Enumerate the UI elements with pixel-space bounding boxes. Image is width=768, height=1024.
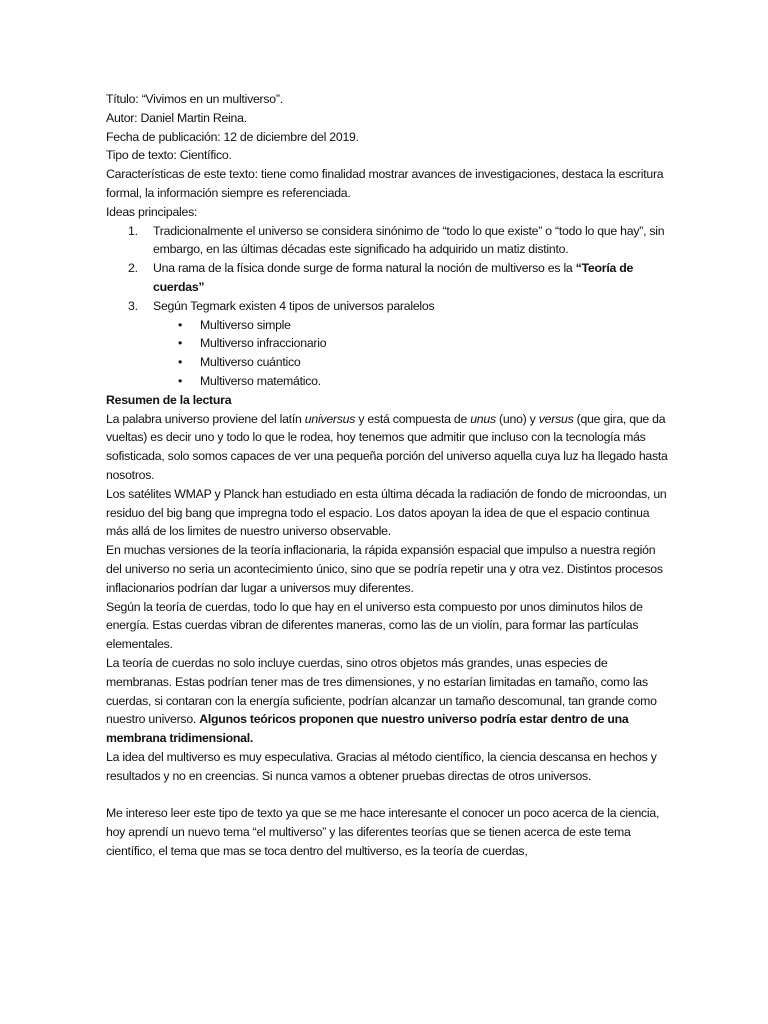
multiverse-types-list (153, 316, 668, 391)
multiverse-type-label: Multiverso simple (200, 317, 291, 332)
summary-paragraph: La idea del multiverso es muy especulativa. Gracias al método científico, la ciencia descansa en hechos y resultados y no en creencias. Si nunca vamos a obtener pruebas directas de otros universos. (106, 749, 657, 783)
characteristics-paragraph: Características de este texto: tiene como finalidad mostrar avances de investigaciones, destaca la escritura formal, la información siempre es referenciada. (106, 167, 664, 200)
summary-paragraph: En muchas versiones de la teoría inflacionaria, la rápida expansión espacial que impulso a nuestra región del universo no seria un acontecimiento único, sino que se podría repetir una y otra vez. Distintos procesos inflacionarios podrían dar lugar a universos muy diferentes. (106, 543, 663, 595)
publication-date-line: Fecha de publicación: 12 de diciembre del 2019. (106, 129, 359, 144)
document-page (106, 90, 668, 861)
main-idea-item (128, 222, 668, 260)
multiverse-type-label: Multiverso infraccionario (200, 336, 327, 351)
list-number: 2. (128, 261, 138, 276)
multiverse-type-label: Multiverso matemático. (200, 373, 321, 388)
list-number: 1. (128, 223, 138, 238)
paragraph-gap (106, 785, 668, 804)
bullet-icon: • (178, 317, 183, 332)
text-type-line: Tipo de texto: Científico. (106, 148, 232, 163)
summary-text: La teoría de cuerdas no solo incluye cuerdas, sino otros objetos más grandes, unas especies de membranas. Estas podrían tener mas de tres dimensiones, y no estarían limitadas en tamaño, como las cuerdas, si contaran con la energía suficiente, podrían alcanzar un tamaño descomunal, tan grande como nuestro universo. (106, 655, 657, 727)
multiverse-type-label: Multiverso cuántico (200, 355, 301, 370)
summary-paragraph: Según la teoría de cuerdas, todo lo que hay en el universo esta compuesto por unos diminutos hilos de energía. Estas cuerdas vibran de diferentes maneras, como las de un violín, para formar las partículas elementales. (106, 599, 643, 652)
bullet-icon: • (178, 336, 183, 351)
multiverse-type-item (178, 334, 668, 353)
list-number: 3. (128, 298, 138, 313)
summary-text: (uno) y (495, 411, 539, 426)
membrane-emphasis: Algunos teóricos proponen que nuestro universo podría estar dentro de una membrana tridimensional. (106, 712, 629, 746)
main-idea-item (128, 297, 668, 391)
bullet-icon: • (178, 373, 183, 388)
latin-term: versus (538, 411, 574, 426)
bullet-icon: • (178, 355, 183, 370)
latin-term: universus (304, 411, 356, 426)
main-idea-text: Según Tegmark existen 4 tipos de universos paralelos (153, 298, 435, 313)
main-idea-text: Una rama de la física donde surge de forma natural la noción de multiverso es la (153, 261, 576, 276)
multiverse-type-item (178, 372, 668, 391)
summary-paragraph: Los satélites WMAP y Planck han estudiado en esta última década la radiación de fondo de microondas, un residuo del big bang que impregna todo el espacio. Los datos apoyan la idea de que el espacio continua más allá de los limites de nuestro universo observable. (106, 486, 667, 539)
string-theory-emphasis: “Teoría de cuerdas” (153, 261, 634, 294)
multiverse-type-item (178, 353, 668, 372)
summary-text: (que gira, que da vueltas) es decir uno y todo lo que le rodea, hoy tenemos que admitir que incluso con la tecnología más sofisticada, solo somos capaces de ver una pequeña porción del universo aquella cuya luz ha llegado hasta nosotros. (106, 411, 668, 482)
summary-text: y está compuesta de (355, 411, 471, 426)
summary-text: La palabra universo proviene del latín (106, 411, 305, 426)
main-ideas-list (106, 222, 668, 391)
latin-term: unus (470, 411, 496, 426)
summary-paragraph (106, 654, 668, 748)
main-idea-item (128, 259, 668, 297)
author-line: Autor: Daniel Martin Reina. (106, 110, 247, 125)
title-line: Título: “Vivimos en un multiverso”. (106, 92, 283, 106)
main-idea-text: Tradicionalmente el universo se considera sinónimo de “todo lo que existe” o “todo lo que hay”, sin embargo, en las últimas décadas este significado ha adquirido un matiz distinto. (153, 223, 665, 257)
opinion-paragraph: Me intereso leer este tipo de texto ya que se me hace interesante el conocer un poco acerca de la ciencia, hoy aprendí un nuevo tema “el multiverso” y las diferentes teorías que se tienen acerca de este tema científico, el tema que mas se toca dentro del multiverso, es la teoría de cuerdas, (106, 806, 660, 858)
main-ideas-heading: Ideas principales: (106, 204, 198, 219)
summary-paragraph (106, 410, 668, 485)
multiverse-type-item (178, 316, 668, 335)
summary-heading: Resumen de la lectura (106, 392, 232, 407)
